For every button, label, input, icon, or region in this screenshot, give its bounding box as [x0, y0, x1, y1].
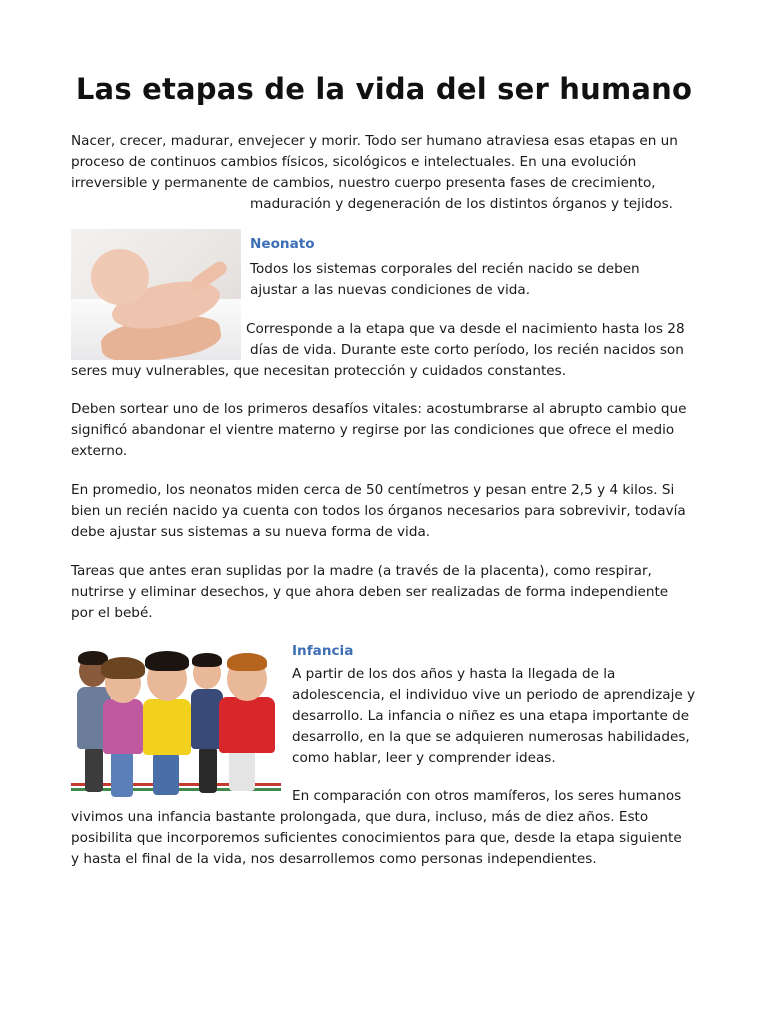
text-line: adolescencia, el individuo vive un periodo de aprendizaje y: [292, 687, 696, 703]
text-line: ajustar a las nuevas condiciones de vida.: [250, 282, 531, 298]
text-line: En promedio, los neonatos miden cerca de 50 centímetros y pesan entre 2,5 y 4 kilos. Si: [71, 482, 675, 498]
text-line: y hasta el final de la vida, nos desarrollemos como personas independientes.: [71, 851, 597, 867]
text-line: vivimos una infancia bastante prolongada, que dura, incluso, más de diez años. Esto: [71, 809, 649, 825]
text-line: Todos los sistemas corporales del recién nacido se deben: [250, 261, 640, 277]
baby-head-shape: [91, 249, 149, 305]
section-heading-neonato: Neonato: [250, 236, 315, 252]
intro-line: irreversible y permanente de cambios, nuestro cuerpo presenta fases de crecimiento,: [71, 175, 656, 191]
intro-line: maduración y degeneración de los distintos órganos y tejidos.: [250, 196, 673, 212]
text-line: Corresponde a la etapa que va desde el nacimiento hasta los 28: [246, 321, 685, 337]
text-line: desarrollo. La infancia o niñez es una etapa importante de: [292, 708, 690, 724]
text-line: seres muy vulnerables, que necesitan protección y cuidados constantes.: [71, 363, 567, 379]
text-line: bien un recién nacido ya cuenta con todos los órganos necesarios para sobrevivir, todavía: [71, 503, 686, 519]
text-line: En comparación con otros mamíferos, los seres humanos: [292, 788, 682, 804]
text-line: días de vida. Durante este corto período, los recién nacidos son: [250, 342, 684, 358]
text-line: posibilita que incorporemos suficientes conocimientos para que, desde la etapa siguiente: [71, 830, 682, 846]
text-line: Tareas que antes eran suplidas por la madre (a través de la placenta), como respirar,: [71, 563, 652, 579]
text-line: A partir de los dos años y hasta la llegada de la: [292, 666, 616, 682]
page-title: Las etapas de la vida del ser humano: [75, 72, 693, 106]
text-line: nutrirse y eliminar desechos, y que ahora deben ser realizadas de forma independiente: [71, 584, 669, 600]
intro-line: proceso de continuos cambios físicos, sicológicos e intelectuales. En una evolución: [71, 154, 637, 170]
text-line: como hablar, leer y comprender ideas.: [292, 750, 556, 766]
intro-line: Nacer, crecer, madurar, envejecer y morir. Todo ser humano atraviesa esas etapas en un: [71, 133, 678, 149]
children-photo: [71, 637, 281, 797]
text-line: debe ajustar sus sistemas a su nueva forma de vida.: [71, 524, 431, 540]
text-line: Deben sortear uno de los primeros desafíos vitales: acostumbrarse al abrupto cambio que: [71, 401, 687, 417]
section-heading-infancia: Infancia: [292, 643, 354, 659]
text-line: externo.: [71, 443, 128, 459]
text-line: desarrollo, en la que se adquieren numerosas habilidades,: [292, 729, 690, 745]
newborn-photo: [71, 229, 241, 360]
text-line: significó abandonar el vientre materno y regirse por las condiciones que ofrece el medio: [71, 422, 675, 438]
text-line: por el bebé.: [71, 605, 153, 621]
